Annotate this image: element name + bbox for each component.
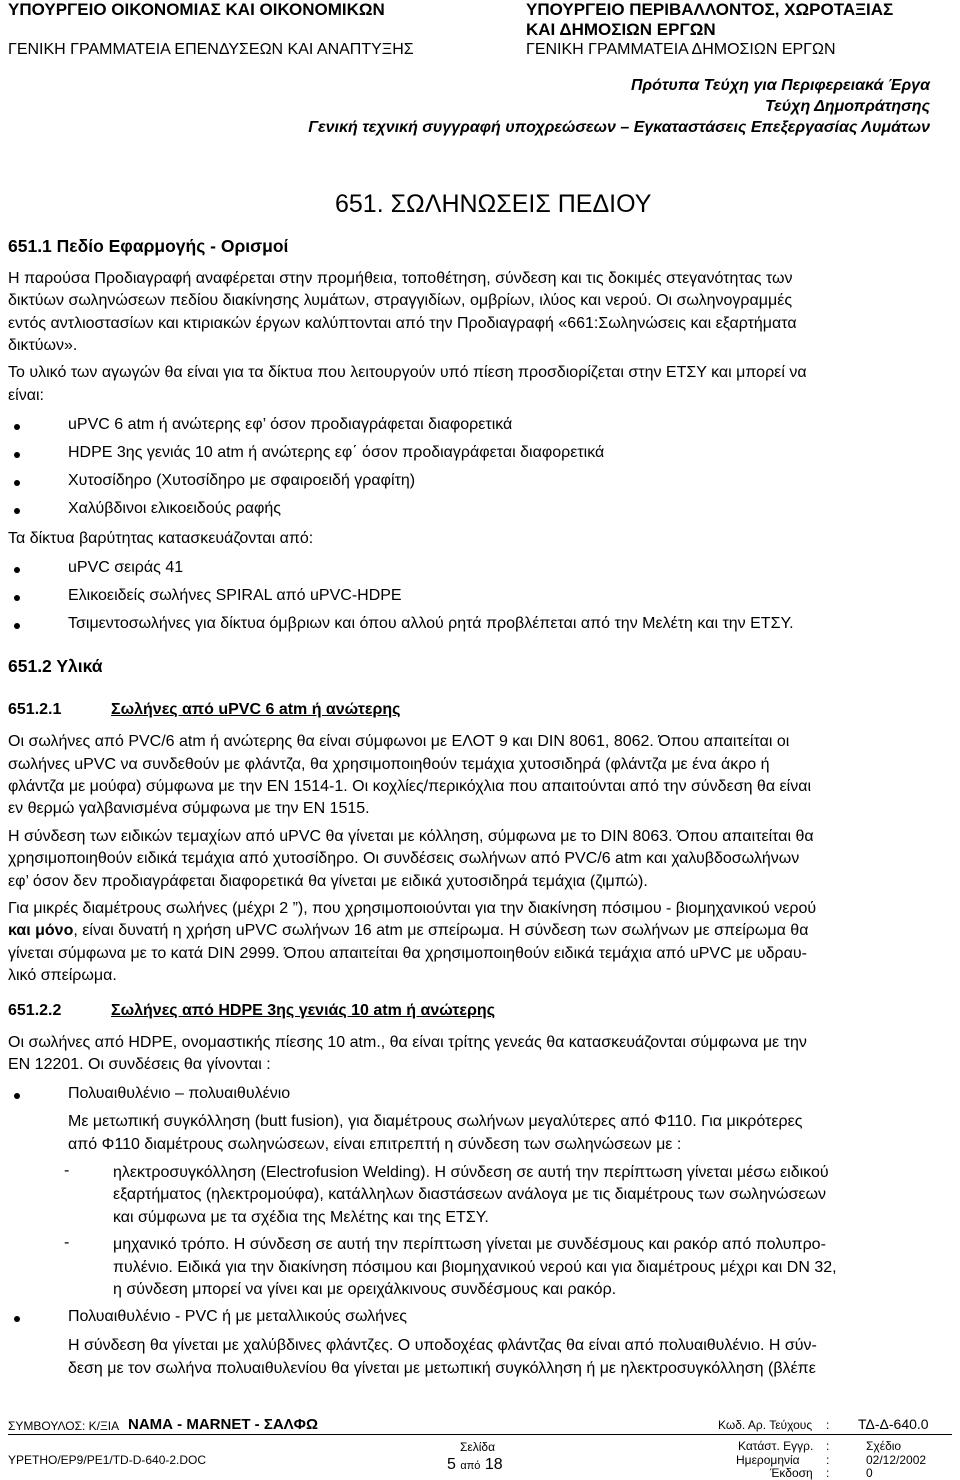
- footer-divider: [8, 1434, 952, 1435]
- footer-code-value: ΤΔ-Δ-640.0: [858, 1416, 929, 1432]
- header-subtitle-3: Γενική τεχνική συγγραφή υποχρεώσεων – Εγκαταστάσεις Επεξεργασίας Λυμάτων: [308, 119, 930, 136]
- s21-p3-line4: λικό σπείρωμα.: [8, 967, 117, 984]
- dash-icon: -: [64, 1234, 70, 1251]
- pe-p-line2: από Φ110 διαμέτρους σωληνώσεων, είναι επιτρεπτή η σύνδεση των σωληνώσεων με :: [68, 1136, 682, 1153]
- s22-p1-line1: Οι σωλήνες από HDPE, ονομαστικής πίεσης 10 atm., θα είναι τρίτης γενεάς θα κατασκευάζονται σύμφωνα με την: [8, 1034, 807, 1051]
- bullet-icon: [14, 452, 20, 458]
- pvc-p-line1: Η σύνδεση θα γίνεται με χαλύβδινες φλάντζες. Ο υποδοχέας φλάντζας θα είναι από πολυαιθυλένιο. Η σύν-: [68, 1337, 817, 1354]
- header-subtitle-2: Τεύχη Δημοπράτησης: [764, 98, 930, 115]
- dash2-line2: πυλένιο. Ειδικά για την διακίνηση πόσιμου και βιομηχανικού νερού και για διαμέτρους μέχρι και DN 32,: [113, 1259, 837, 1276]
- footer-page-label: Σελίδα: [460, 1440, 496, 1454]
- bullet-icon: [14, 623, 20, 629]
- dash2-line3: η σύνδεση μπορεί να γίνει και με ορειχάλκινους συνδέσμους και ρακόρ.: [113, 1281, 617, 1298]
- secretariat-investments: ΓΕΝΙΚΗ ΓΡΑΜΜΑΤΕΙΑ ΕΠΕΝΔΥΣΕΩΝ ΚΑΙ ΑΝΑΠΤΥΞΗΣ: [8, 41, 414, 58]
- bullet-icon: [14, 1316, 20, 1322]
- footer-status-value: Σχέδιο: [866, 1439, 902, 1453]
- ministry-environment: ΥΠΟΥΡΓΕΙΟ ΠΕΡΙΒΑΛΛΟΝΤΟΣ, ΧΩΡΟΤΑΞΙΑΣ: [526, 0, 894, 19]
- bullet-icon: [14, 1093, 20, 1099]
- bullet-icon: [14, 424, 20, 430]
- footer-advisor-name: ΝΑΜΑ - MARNET - ΣΑΛΦΩ: [128, 1416, 318, 1433]
- footer-page-number: [447, 1456, 503, 1474]
- subsection-title-651-2-2: Σωλήνες από HDPE 3ης γενιάς 10 atm ή ανώτερης: [111, 1002, 496, 1019]
- s21-p2-line2: χρησιμοποιηθούν ειδικά τεμάχια από χυτοσίδηρο. Οι συνδέσεις σωλήνων από PVC/6 atm και χαλυβδοσωλήνων: [8, 850, 800, 867]
- bullet-icon: [14, 595, 20, 601]
- page-num: 5: [447, 1456, 456, 1473]
- s1-p1-line2: δικτύων σωληνώσεων πεδίου διακίνησης λυμάτων, στραγγιδίων, ομβρίων, ιλύος και νερού. Οι σωληνογραμμές: [8, 292, 793, 309]
- ministry-environment-2: ΚΑΙ ΔΗΜΟΣΙΩΝ ΕΡΓΩΝ: [526, 20, 716, 39]
- pe-p-line1: Με μετωπική συγκόλληση (butt fusion), για διαμέτρους σωλήνων μεγαλύτερες από Φ110. Για μικρότερες: [68, 1113, 803, 1130]
- footer-status-colon: :: [826, 1439, 830, 1453]
- s1-p2-line1: Το υλικό των αγωγών θα είναι για τα δίκτυα που λειτουργούν υπό πίεση προσδιορίζεται στην ΕΤΣΥ και μπορεί να: [8, 364, 807, 381]
- page-of: από: [460, 1460, 481, 1472]
- pvc-p-line2: δεση με τον σωλήνα πολυαιθυλενίου θα γίνεται με μετωπική συγκόλληση ή με ηλεκτροσυγκόλληση (βλέπε: [68, 1360, 816, 1377]
- secretariat-public-works: ΓΕΝΙΚΗ ΓΡΑΜΜΑΤΕΙΑ ΔΗΜΟΣΙΩΝ ΕΡΓΩΝ: [526, 41, 836, 58]
- pe-pvc-item: Πολυαιθυλένιο - PVC ή με μεταλλικούς σωλήνες: [68, 1308, 407, 1325]
- bullet-icon: [14, 508, 20, 514]
- emphasis-text: και μόνο: [8, 922, 74, 939]
- s22-p1-line2: ΕΝ 12201. Οι συνδέσεις θα γίνονται :: [8, 1056, 271, 1073]
- section-heading-651-1: 651.1 Πεδίο Εφαρμογής - Ορισμοί: [8, 236, 289, 256]
- footer-status-label: Κατάστ. Εγγρ.: [738, 1439, 814, 1453]
- bullet-icon: [14, 567, 20, 573]
- subsection-number-651-2-2: 651.2.2: [8, 1002, 62, 1019]
- s21-p3-line3: γίνεται σύμφωνα με το κατά DIN 2999. Όπου απαιτείται θα χρησιμοποιηθούν ειδικά τεμάχια από uPVC με υδραυ-: [8, 945, 807, 962]
- dash1-line3: και σύμφωνα με τα σχέδια της Μελέτης και της ΕΤΣΥ.: [113, 1209, 489, 1226]
- footer-date-label: Ημερομηνία: [736, 1453, 800, 1467]
- footer-edition-value: 0: [866, 1466, 873, 1480]
- s21-p2-line3: εφ’ όσον δεν προδιαγράφεται διαφορετικά θα γίνεται με ειδικά χυτοσιδηρά τεμάχια (ζιμπώ).: [8, 873, 648, 890]
- dash-icon: -: [64, 1162, 70, 1179]
- footer-code-label: Κωδ. Αρ. Τεύχους: [718, 1418, 813, 1432]
- s21-p1-line2: σωλήνες uPVC να συνδεθούν με φλάντζα, θα χρησιμοποιηθούν τεμάχια χυτοσιδηρά (φλάντζα με ένα άκρο ή: [8, 756, 770, 773]
- header-subtitle-1: Πρότυπα Τεύχη για Περιφερειακά Έργα: [630, 77, 930, 94]
- subsection-title-651-2-1: Σωλήνες από uPVC 6 atm ή ανώτερης: [111, 701, 401, 718]
- dash2-line1: μηχανικό τρόπο. Η σύνδεση σε αυτή την περίπτωση γίνεται με συνδέσμους και ρακόρ από πολυπρο-: [113, 1236, 826, 1253]
- dash1-line2: εξαρτήματος (ηλεκτρομούφα), κατάλληλων διαστάσεων ανάλογα με τις διαμέτρους των σωληνώσεων: [113, 1186, 827, 1203]
- footer-file-name: ΥΡΕΤΗΟ/ΕΡ9/ΡΕ1/TD-D-640-2.DOC: [8, 1453, 207, 1467]
- gravity-intro: Τα δίκτυα βαρύτητας κατασκευάζονται από:: [8, 530, 314, 547]
- pe-pe-item: Πολυαιθυλένιο – πολυαιθυλένιο: [68, 1085, 291, 1102]
- s21-p3-line2-rest: , είναι δυνατή η χρήση uPVC σωλήνων 16 atm με σπείρωμα. Η σύνδεση των σωλήνων με σπείρωμα θα: [73, 922, 809, 939]
- s1-p1-line4: δικτύων».: [8, 337, 78, 354]
- pressure-item-2: HDPE 3ης γενιάς 10 atm ή ανώτερης εφ΄ όσον προδιαγράφεται διαφορετικά: [68, 444, 605, 461]
- pressure-item-3: Χυτοσίδηρο (Χυτοσίδηρο με σφαιροειδή γραφίτη): [68, 472, 416, 489]
- gravity-item-2: Ελικοειδείς σωλήνες SPIRAL από uPVC-HDPE: [68, 587, 402, 604]
- footer-advisor-label: ΣΥΜΒΟΥΛΟΣ: Κ/ΞΙΑ: [8, 1419, 120, 1433]
- footer-date-colon: :: [826, 1453, 830, 1467]
- s21-p3-line2: [8, 920, 952, 941]
- s21-p2-line1: Η σύνδεση των ειδικών τεμαχίων από uPVC θα γίνεται με κόλληση, σύμφωνα με το DIN 8063. Όπου απαιτείται θα: [8, 828, 814, 845]
- footer-edition-label: Έκδοση: [770, 1466, 813, 1480]
- footer-code-colon: :: [826, 1418, 830, 1432]
- page-title: 651. ΣΩΛΗΝΩΣΕΙΣ ΠΕΔΙΟΥ: [335, 190, 652, 218]
- bullet-icon: [14, 480, 20, 486]
- pressure-item-4: Χαλύβδινοι ελικοειδούς ραφής: [68, 500, 281, 517]
- s21-p1-line4: εν θερμώ γαλβανισμένα σύμφωνα με την ΕΝ 1515.: [8, 800, 370, 817]
- gravity-item-1: uPVC σειράς 41: [68, 559, 184, 576]
- s21-p1-line3: φλάντζα με μούφα) σύμφωνα με την ΕΝ 1514-1. Οι κοχλίες/περικόχλια που απαιτούνται από την σύνδεση θα είναι: [8, 778, 811, 795]
- pressure-item-1: uPVC 6 atm ή ανώτερης εφ’ όσον προδιαγράφεται διαφορετικά: [68, 416, 513, 433]
- ministry-economy: ΥΠΟΥΡΓΕΙΟ ΟΙΚΟΝΟΜΙΑΣ ΚΑΙ ΟΙΚΟΝΟΜΙΚΩΝ: [8, 0, 385, 19]
- footer-edition-colon: :: [826, 1466, 830, 1480]
- s21-p1-line1: Οι σωλήνες από PVC/6 atm ή ανώτερης θα είναι σύμφωνοι με ΕΛΟΤ 9 και DIN 8061, 8062. Όπου απαιτείται οι: [8, 733, 790, 750]
- s1-p2-line2: είναι:: [8, 387, 44, 404]
- section-heading-651-2: 651.2 Υλικά: [8, 656, 103, 676]
- s1-p1-line3: εντός αντλιοστασίων και κτιριακών έργων καλύπτονται από την Προδιαγραφή «661:Σωληνώσεις και εξαρτήματα: [8, 315, 797, 332]
- footer-date-value: 02/12/2002: [866, 1453, 927, 1467]
- s1-p1-line1: Η παρούσα Προδιαγραφή αναφέρεται στην προμήθεια, τοποθέτηση, σύνδεση και τις δοκιμές στεγανότητας των: [8, 270, 793, 287]
- subsection-number-651-2-1: 651.2.1: [8, 701, 62, 718]
- page-total: 18: [484, 1456, 503, 1473]
- gravity-item-3: Τσιμεντοσωλήνες για δίκτυα όμβριων και όπου αλλού ρητά προβλέπεται από την Μελέτη και την ΕΤΣΥ.: [68, 615, 794, 632]
- s21-p3-line1: Για μικρές διαμέτρους σωλήνες (μέχρι 2 ”), που χρησιμοποιούνται για την διακίνηση πόσιμου - βιομηχανικού νερού: [8, 900, 817, 917]
- dash1-line1: ηλεκτροσυγκόλληση (Electrofusion Welding). Η σύνδεση σε αυτή την περίπτωση γίνεται μέσω ειδικού: [113, 1164, 829, 1181]
